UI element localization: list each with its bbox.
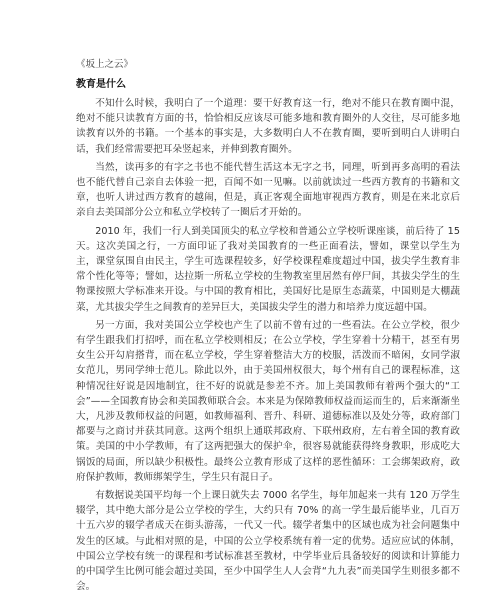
paragraph-5: 有数据说美国平均每一个上课日就失去 7000 名学生，每年加起来一共有 120 万学生辍学，其中绝大部分是公立学校的学生，大约只有 70% 的高一学生最后能毕业，几百万十五六岁的辍学者成天在街头游荡，一代又一代。辍学者集中的区域也成为社会问题集中发生的区域。与此相对照的是，中国的公立学校系统有着一定的优势。适应应试的体制，中国公立学校有统一的课程和考试标准甚至教材，中学毕业后具备较好的阅读和计算能力的中国学生比例可能会超过美国，至少中国学生人人会背“九九表”而美国学生则很多都不会。	[76, 490, 460, 593]
paragraph-4: 另一方面，我对美国公立学校也产生了以前不曾有过的一些看法。在公立学校，很少有学生跟我们打招呼，而在私立学校则相反；在公立学校，学生穿着十分精干，甚至有男女生公开勾肩搭背，而在私立学校，学生穿着整洁大方的校服，活泼而不暗闲，女同学淑女范儿，男同学绅士范儿。除此以外，由于美国州权很大，每个州有自己的课程标准，这种情况往好说是因地制宜，往不好的说就是参差不齐。加上美国教师有着两个强大的“工会”——全国教育协会和美国教师联合会。本来是为保障教师权益而运而生的，后来渐渐坐大，凡涉及教师权益的问题，如教师福利、晋升、科研、道德标准以及处分等，政府部门都要与之商讨并获其同意。这两个组织上通联邦政府、下联州政府，左右着全国的教育政策。美国的中小学教师，有了这两把强大的保护伞，很容易就能获得终身教职，形成吃大锅饭的局面，所以缺少积极性。最终公立教育形成了这样的恶性循环：工会绑架政府，政府保护教师，教师绑架学生，学生只有混日子。	[76, 319, 460, 483]
source-citation: 《坂上之云》	[76, 59, 134, 70]
paragraph-2: 当然，读再多的有字之书也不能代替生活这本无字之书，同理，听到再多高明的看法也不能代替自己亲自去体验一把，百闻不如一见嘛。以前就读过一些西方教育的书籍和文章，也听人讲过西方教育的越闹，但是，真正客观全面地审视西方教育，则是在来北京后亲自去美国部分公立和私立学校转了一圈后才开始的。	[76, 161, 460, 219]
section-heading: 教育是什么	[76, 79, 126, 90]
paragraph-3: 2010 年，我们一行人到美国顶尖的私立学校和普通公立学校听课座谈，前后待了 15 天。这次美国之行，一方面印证了我对美国教育的一些正面看法，譬如，课堂以学生为主，课堂氛围自由民主，学生可选课程较多，好学校课程难度超过中国，拔尖学生教育非常个性化等等；譬如，达拉斯一所私立学校的生物教室里居然有停尸间，其拔尖学生的生物课按照大学标准来开设。与中国的教育相比，美国好比是原生态蔬菜，中国则是大棚蔬菜，尤其拔尖学生之间教育的差异巨大，美国拔尖学生的潜力和培养力度远超中国。	[76, 225, 460, 313]
paragraph-1: 不知什么时候，我明白了一个道理：要干好教育这一行，绝对不能只在教育圈中混，绝对不能只读教育方面的书，恰恰相反应该尽可能多地和教育圈外的人交往，尽可能多地读教育以外的书籍。一个基本的事实是，大多数明白人不在教育圈，要听到明白人讲明白话，我们经常需要把耳朵竖起来，并伸到教育圈外。	[76, 98, 460, 155]
